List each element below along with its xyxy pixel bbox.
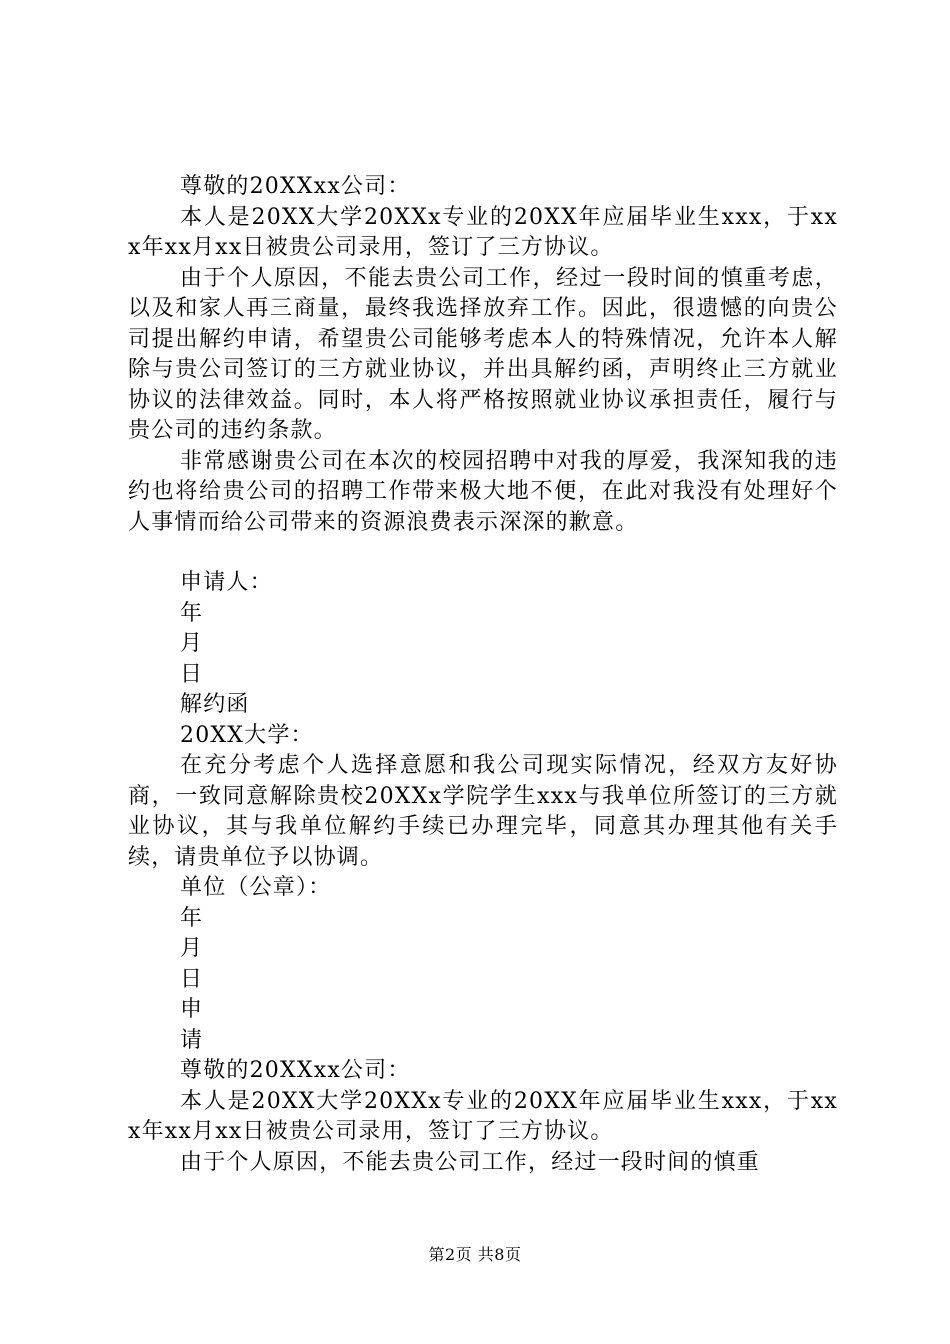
page-footer: 第2页 共8页 bbox=[428, 1245, 522, 1264]
date-year: 年 bbox=[180, 600, 204, 626]
paragraph: 本人是20XX大学20XXx专业的20XX年应届毕业生xxx，于xxx年xx月xx日被贵公司录用，签订了三方协议。 bbox=[128, 204, 838, 260]
blank-line bbox=[128, 538, 838, 568]
termination-title: 解约函 bbox=[180, 692, 250, 717]
document-body bbox=[128, 172, 838, 1178]
salutation: 尊敬的20XXxx公司： bbox=[180, 1058, 411, 1083]
termination-addressee: 20XX大学： bbox=[180, 722, 314, 748]
date-month: 月 bbox=[180, 936, 204, 961]
heading-char: 申 bbox=[180, 997, 204, 1022]
date-month: 月 bbox=[180, 631, 204, 656]
paragraph: 非常感谢贵公司在本次的校园招聘中对我的厚爱，我深知我的违约也将给贵公司的招聘工作带来极大地不便，在此对我没有处理好个人事情而给公司带来的资源浪费表示深深的歉意。 bbox=[128, 448, 838, 535]
paragraph: 由于个人原因，不能去贵公司工作，经过一段时间的慎重考虑，以及和家人再三商量，最终我选择放弃工作。因此，很遗憾的向贵公司提出解约申请，希望贵公司能够考虑本人的特殊情况，允许本人解除与贵公司签订的三方就业协议，并出具解约函，声明终止三方就业协议的法律效益。同时，本人将严格按照就业协议承担责任，履行与贵公司的违约条款。 bbox=[128, 265, 838, 443]
date-day: 日 bbox=[180, 661, 204, 687]
applicant-label: 申请人： bbox=[180, 570, 273, 595]
paragraph: 由于个人原因，不能去贵公司工作，经过一段时间的慎重 bbox=[180, 1149, 761, 1175]
heading-char: 请 bbox=[180, 1027, 204, 1053]
date-day: 日 bbox=[180, 966, 204, 992]
paragraph: 本人是20XX大学20XXx专业的20XX年应届毕业生xxx，于xxx年xx月xx日被贵公司录用，签订了三方协议。 bbox=[128, 1088, 838, 1144]
termination-body: 在充分考虑个人选择意愿和我公司现实际情况，经双方友好协商，一致同意解除贵校20XXx学院学生xxx与我单位所签订的三方就业协议，其与我单位解约手续已办理完毕，同意其办理其他有关手续，请贵单位予以协调。 bbox=[128, 753, 838, 870]
date-year: 年 bbox=[180, 905, 204, 931]
seal-label: 单位（公章）： bbox=[180, 875, 332, 900]
salutation: 尊敬的20XXxx公司： bbox=[180, 174, 411, 199]
